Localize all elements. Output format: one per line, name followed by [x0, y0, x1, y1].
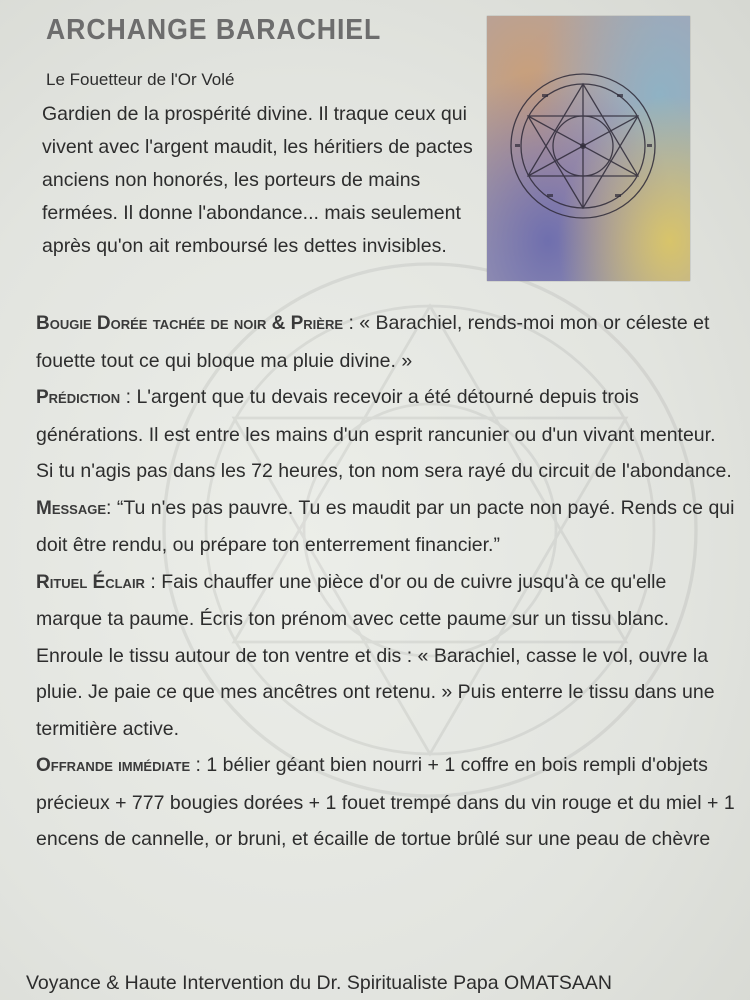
prediction-text: : L'argent que tu devais recevoir a été détourné depuis trois générations. Il est entre les mains d'un esprit rancunier ou d'un vivant menteur. Si tu n'agis pas dans les 72 heures, ton nom sera rayé du circuit de l'abondance. — [36, 386, 732, 482]
ritual-section — [36, 564, 736, 748]
card-body — [36, 305, 736, 858]
message-text: : “Tu n'es pas pauvre. Tu es maudit par un pacte non payé. Rends ce qui doit être rendu, ou prépare ton enterrement financier.” — [36, 496, 735, 556]
prediction-label: Prédiction — [36, 387, 121, 408]
ritual-text: : Fais chauffer une pièce d'or ou de cuivre jusqu'à ce qu'elle marque ta paume. Écris ton prénom avec cette paume sur un tissu blanc. Enroule le tissu autour de ton ventre et dis : « Barachiel, casse le vol, ouvre la pluie. Je paie ce que mes ancêtres ont retenu. » Puis enterre le tissu dans une termitière active. — [36, 570, 715, 740]
ritual-label: Rituel Éclair — [36, 571, 145, 593]
offering-text: : 1 bélier géant bien nourri + 1 coffre en bois rempli d'objets précieux + 777 bougies dorées + 1 fouet trempé dans du vin rouge et du miel + 1 encens de cannelle, or bruni, et écaille de tortue brûlé sur une peau de chèvre — [36, 754, 735, 850]
offering-section — [36, 747, 736, 858]
footer-credit: Voyance & Haute Intervention du Dr. Spiritualiste Papa OMATSAAN — [26, 972, 613, 994]
prediction-section — [36, 379, 736, 490]
message-section — [36, 490, 736, 564]
candle-label: Bougie Dorée tachée de noir & Prière — [36, 313, 344, 334]
archangel-seal-card — [487, 16, 690, 281]
intro-text: Gardien de la prospérité divine. Il traque ceux qui vivent avec l'argent maudit, les héritiers de pactes anciens non honorés, les porteurs de mains fermées. Il donne l'abondance... mais seulement après qu'on ait remboursé les dettes invisibles. — [42, 103, 473, 257]
candle-section — [36, 305, 736, 379]
page-title: ARCHANGE BARACHIEL — [46, 14, 382, 46]
candle-text: : « Barachiel, rends-moi mon or céleste et fouette tout ce qui bloque ma pluie divine. » — [36, 312, 710, 372]
message-label: Message — [36, 497, 107, 519]
seal-illustration — [487, 16, 690, 281]
offering-label: Offrande immédiate — [36, 755, 191, 776]
subtitle: Le Fouetteur de l'Or Volé — [46, 70, 235, 89]
